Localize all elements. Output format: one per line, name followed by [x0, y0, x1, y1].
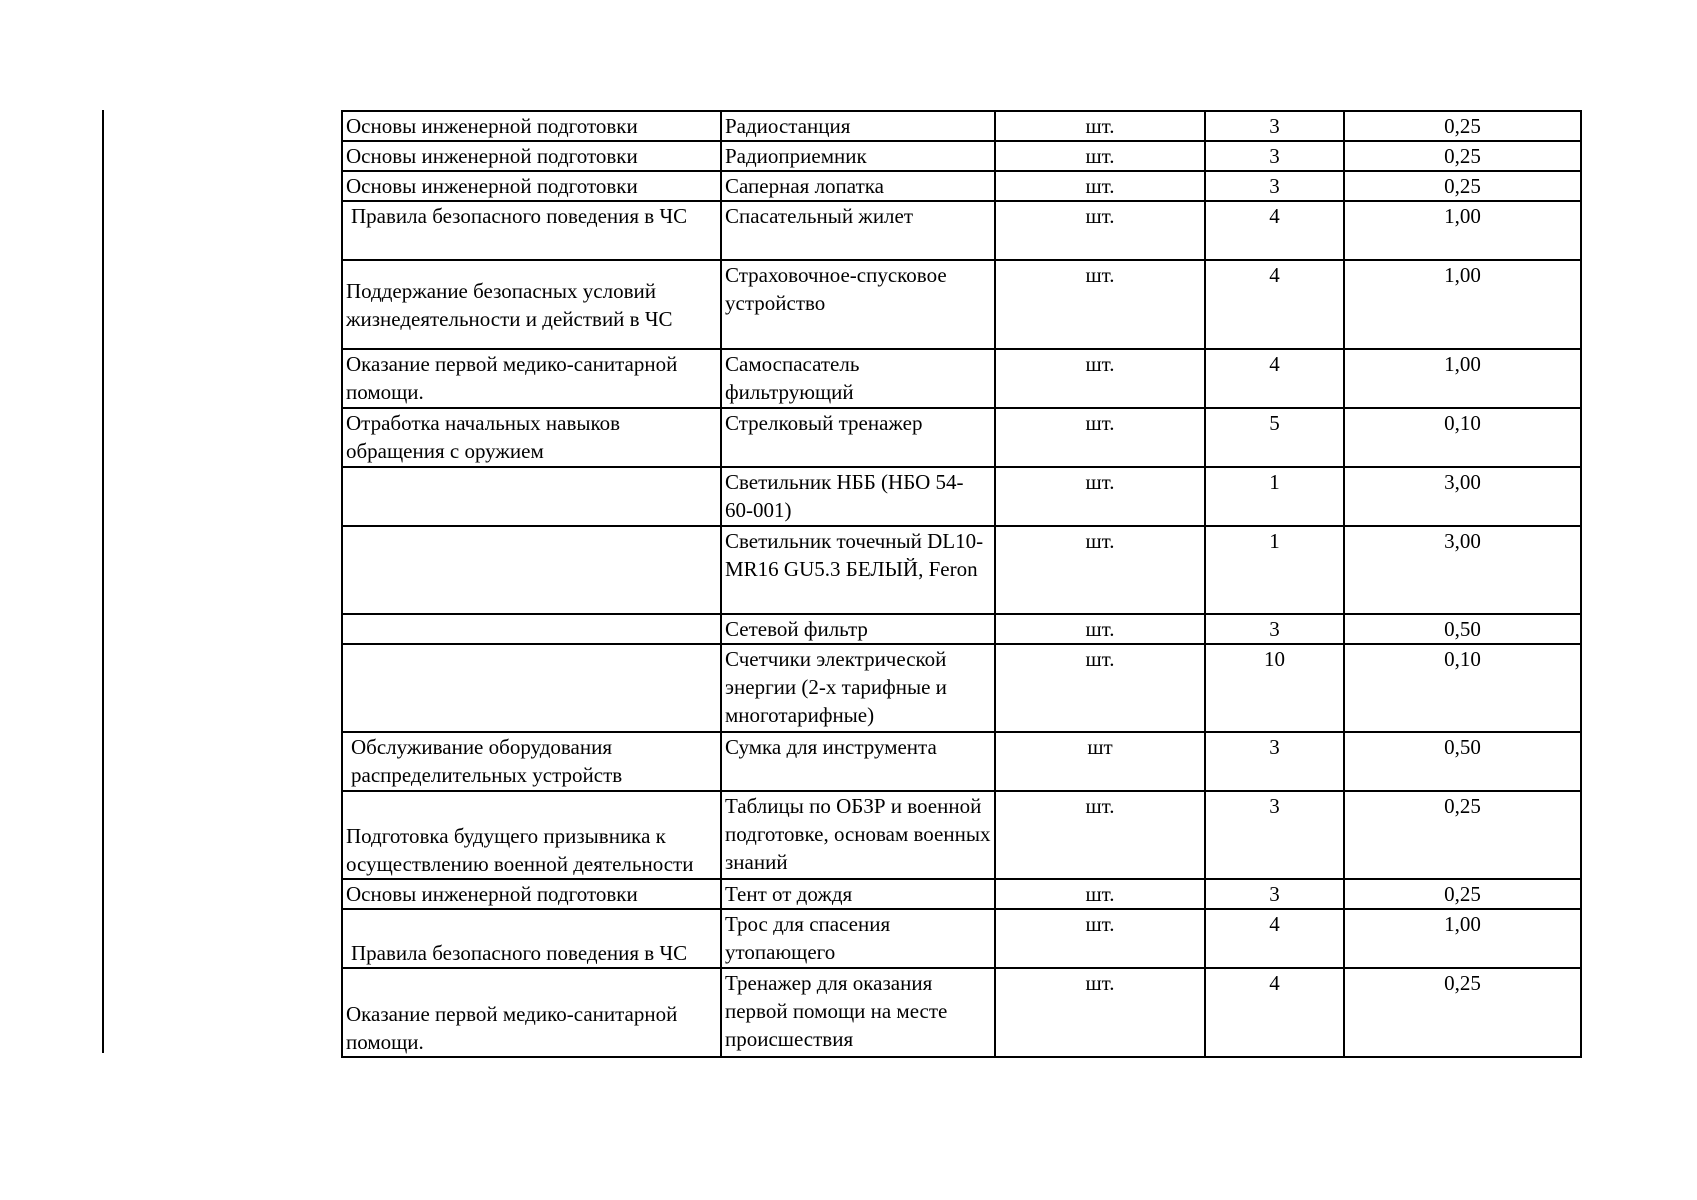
- table-row: [342, 467, 1581, 526]
- unit-cell: шт.: [995, 201, 1205, 260]
- coefficient-cell: 0,25: [1344, 141, 1581, 171]
- unit-cell: шт.: [995, 467, 1205, 526]
- table-row: [342, 408, 1581, 467]
- item-cell: Самоспасатель фильтрующий: [721, 349, 995, 408]
- item-cell: Радиостанция: [721, 111, 995, 141]
- coefficient-cell: 0,10: [1344, 644, 1581, 732]
- topic-cell: Поддержание безопасных условий жизнедеятельности и действий в ЧС: [342, 260, 721, 349]
- item-cell: Страховочное-спусковое устройство: [721, 260, 995, 349]
- item-cell: Светильник точечный DL10-MR16 GU5.3 БЕЛЫЙ, Feron: [721, 526, 995, 614]
- table-row: [342, 111, 1581, 141]
- unit-cell: шт.: [995, 408, 1205, 467]
- item-cell: Тент от дождя: [721, 879, 995, 909]
- coefficient-cell: 0,50: [1344, 614, 1581, 644]
- quantity-cell: 1: [1205, 467, 1344, 526]
- item-cell: Саперная лопатка: [721, 171, 995, 201]
- topic-cell: Основы инженерной подготовки: [342, 171, 721, 201]
- table-row: [342, 968, 1581, 1057]
- topic-cell: Отработка начальных навыков обращения с оружием: [342, 408, 721, 467]
- coefficient-cell: 1,00: [1344, 201, 1581, 260]
- table-row: [342, 791, 1581, 879]
- topic-cell: Оказание первой медико-санитарной помощи.: [342, 349, 721, 408]
- quantity-cell: 3: [1205, 111, 1344, 141]
- coefficient-cell: 0,25: [1344, 791, 1581, 879]
- coefficient-cell: 1,00: [1344, 349, 1581, 408]
- item-cell: Радиоприемник: [721, 141, 995, 171]
- quantity-cell: 4: [1205, 260, 1344, 349]
- table-row: [342, 614, 1581, 644]
- topic-cell: [342, 467, 721, 526]
- quantity-cell: 3: [1205, 614, 1344, 644]
- topic-cell: Основы инженерной подготовки: [342, 141, 721, 171]
- coefficient-cell: 3,00: [1344, 467, 1581, 526]
- table-row: [342, 141, 1581, 171]
- topic-cell: [342, 644, 721, 732]
- table-row: [342, 201, 1581, 260]
- topic-cell: Основы инженерной подготовки: [342, 879, 721, 909]
- topic-cell: Оказание первой медико-санитарной помощи.: [342, 968, 721, 1057]
- table-row: [342, 526, 1581, 614]
- coefficient-cell: 1,00: [1344, 909, 1581, 968]
- table-row: [342, 171, 1581, 201]
- item-cell: Стрелковый тренажер: [721, 408, 995, 467]
- item-cell: Счетчики электрической энергии (2-х тарифные и многотарифные): [721, 644, 995, 732]
- unit-cell: шт: [995, 732, 1205, 791]
- table-row: [342, 879, 1581, 909]
- item-cell: Таблицы по ОБЗР и военной подготовке, основам военных знаний: [721, 791, 995, 879]
- quantity-cell: 1: [1205, 526, 1344, 614]
- unit-cell: шт.: [995, 171, 1205, 201]
- unit-cell: шт.: [995, 791, 1205, 879]
- coefficient-cell: 0,25: [1344, 879, 1581, 909]
- table-row: [342, 732, 1581, 791]
- item-cell: Трос для спасения утопающего: [721, 909, 995, 968]
- table-row: [342, 260, 1581, 349]
- unit-cell: шт.: [995, 111, 1205, 141]
- coefficient-cell: 3,00: [1344, 526, 1581, 614]
- unit-cell: шт.: [995, 260, 1205, 349]
- coefficient-cell: 0,10: [1344, 408, 1581, 467]
- unit-cell: шт.: [995, 141, 1205, 171]
- item-cell: Спасательный жилет: [721, 201, 995, 260]
- quantity-cell: 3: [1205, 732, 1344, 791]
- quantity-cell: 4: [1205, 909, 1344, 968]
- quantity-cell: 3: [1205, 171, 1344, 201]
- quantity-cell: 3: [1205, 791, 1344, 879]
- item-cell: Сумка для инструмента: [721, 732, 995, 791]
- unit-cell: шт.: [995, 349, 1205, 408]
- table-row: [342, 644, 1581, 732]
- topic-cell: [342, 526, 721, 614]
- coefficient-cell: 0,25: [1344, 968, 1581, 1057]
- equipment-table: [341, 110, 1582, 1058]
- coefficient-cell: 0,50: [1344, 732, 1581, 791]
- topic-cell: [342, 614, 721, 644]
- quantity-cell: 3: [1205, 141, 1344, 171]
- topic-cell: Обслуживание оборудования распределительных устройств: [342, 732, 721, 791]
- quantity-cell: 5: [1205, 408, 1344, 467]
- quantity-cell: 10: [1205, 644, 1344, 732]
- topic-cell: Правила безопасного поведения в ЧС: [342, 201, 721, 260]
- unit-cell: шт.: [995, 526, 1205, 614]
- page-margin-line: [102, 110, 104, 1053]
- quantity-cell: 3: [1205, 879, 1344, 909]
- quantity-cell: 4: [1205, 201, 1344, 260]
- coefficient-cell: 1,00: [1344, 260, 1581, 349]
- quantity-cell: 4: [1205, 349, 1344, 408]
- unit-cell: шт.: [995, 909, 1205, 968]
- table-row: [342, 349, 1581, 408]
- table-row: [342, 909, 1581, 968]
- item-cell: Сетевой фильтр: [721, 614, 995, 644]
- item-cell: Тренажер для оказания первой помощи на месте происшествия: [721, 968, 995, 1057]
- unit-cell: шт.: [995, 879, 1205, 909]
- quantity-cell: 4: [1205, 968, 1344, 1057]
- topic-cell: Правила безопасного поведения в ЧС: [342, 909, 721, 968]
- coefficient-cell: 0,25: [1344, 171, 1581, 201]
- coefficient-cell: 0,25: [1344, 111, 1581, 141]
- item-cell: Светильник НББ (НБО 54-60-001): [721, 467, 995, 526]
- unit-cell: шт.: [995, 968, 1205, 1057]
- unit-cell: шт.: [995, 644, 1205, 732]
- topic-cell: Подготовка будущего призывника к осуществлению военной деятельности: [342, 791, 721, 879]
- unit-cell: шт.: [995, 614, 1205, 644]
- topic-cell: Основы инженерной подготовки: [342, 111, 721, 141]
